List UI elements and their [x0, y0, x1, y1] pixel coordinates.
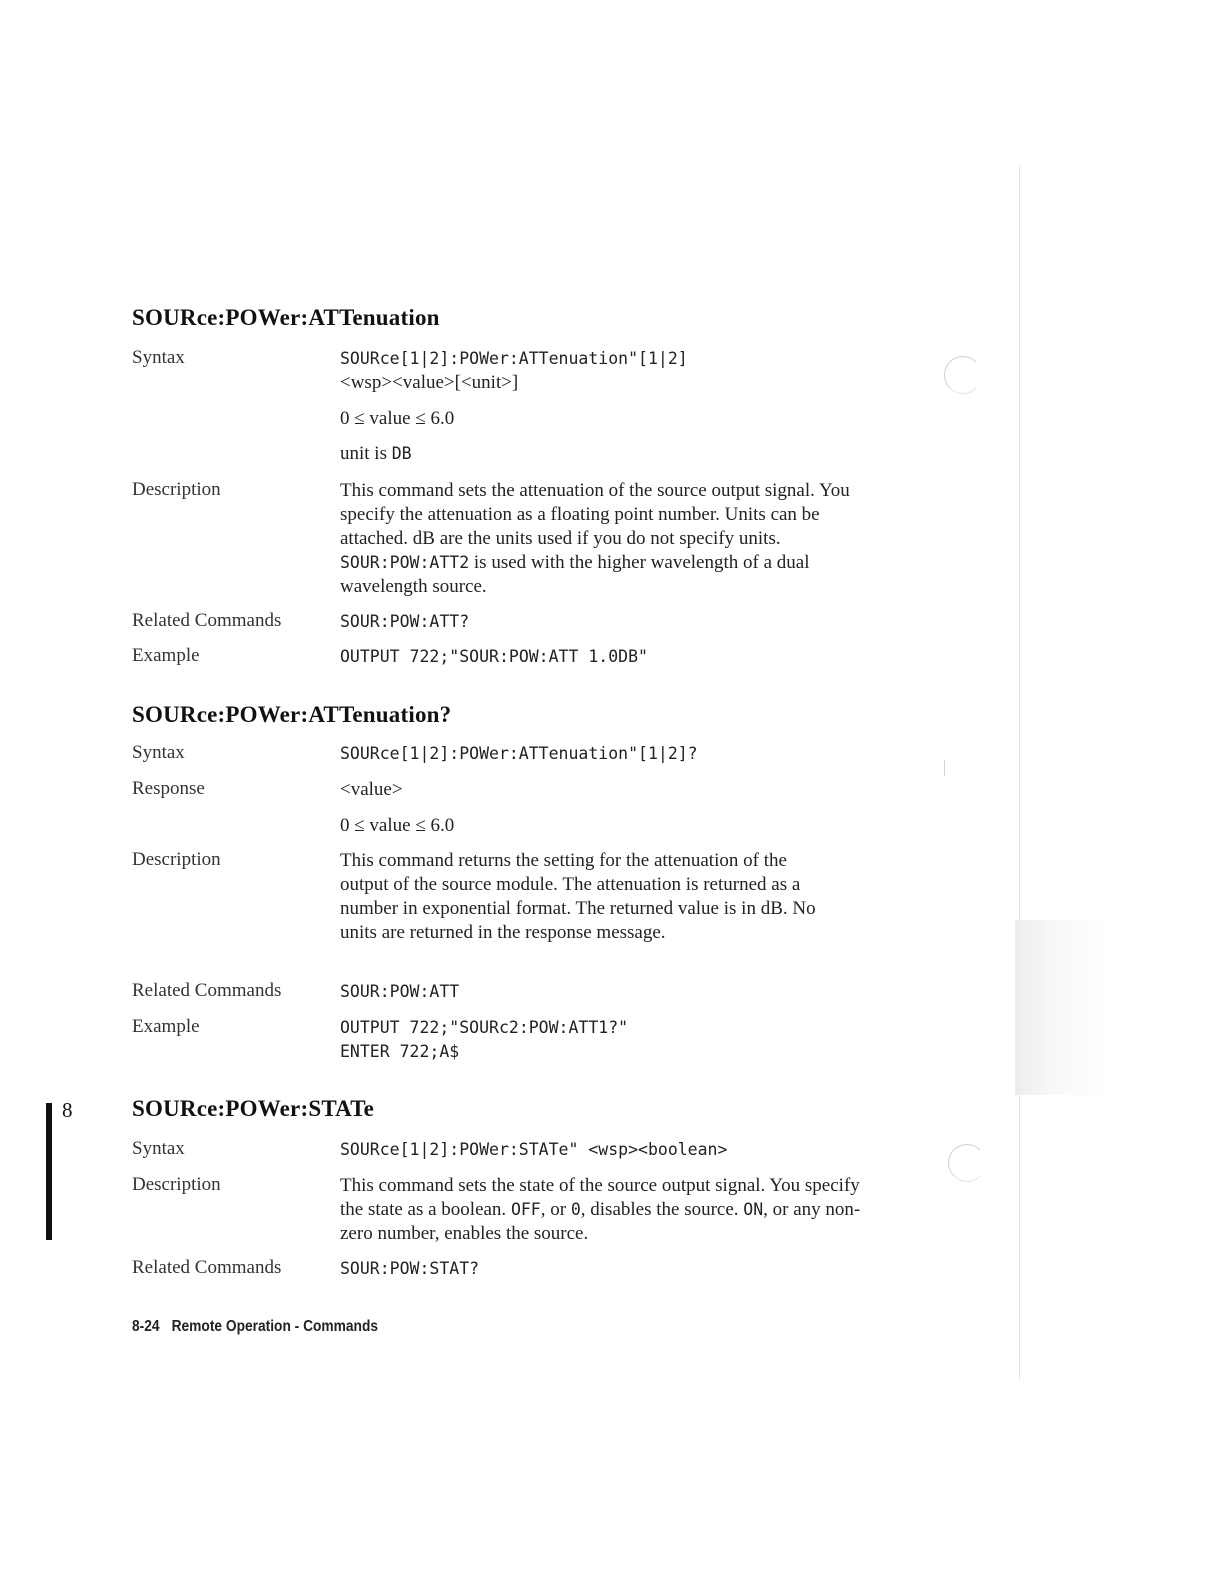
binder-hole-bottom	[948, 1144, 986, 1182]
example-line-2	[340, 1040, 900, 1064]
syntax-code: SOURce[1|2]:POWer:ATTenuation"[1|2]	[340, 349, 688, 368]
example-label: Example	[132, 645, 200, 666]
description-part-1: This command sets the attenuation of the source output signal. You specify the attenuation as a floating point number. Units can be attached. dB are the units used if you do not specify units.	[340, 480, 850, 549]
description-label: Description	[132, 479, 221, 500]
description-text: This command returns the setting for the attenuation of the output of the source module. The attenuation is returned as a number in exponential format. The returned value is in dB. No units are returned in the response message.	[340, 850, 816, 943]
description-code: SOUR:POW:ATT2	[340, 553, 470, 572]
footer-title: Remote Operation - Commands	[171, 1318, 379, 1335]
description-label: Description	[132, 849, 221, 870]
description-part-2: is used with the higher wavelength of a dual wavelength source.	[340, 552, 810, 597]
page-footer	[132, 1318, 390, 1336]
example-prefix: OUTPUT 722;	[340, 1018, 450, 1037]
example-prefix: OUTPUT 722;	[340, 647, 450, 666]
section-heading-attenuation-query: SOURce:POWer:ATTenuation?	[132, 702, 452, 727]
related-label: Related Commands	[132, 980, 282, 1001]
example-code: "SOUR:POW:ATT 1.0DB"	[449, 647, 648, 666]
description-text	[340, 1174, 885, 1246]
response-value: <value>	[340, 779, 403, 800]
description-or: , or	[540, 1199, 567, 1220]
example-code: "SOURc2:POW:ATT1?"	[449, 1018, 629, 1037]
syntax-code: SOURce[1|2]:POWer:STATe" <wsp><boolean>	[340, 1140, 728, 1159]
chapter-tab-bar	[46, 1103, 52, 1240]
page-number: 8-24	[132, 1318, 160, 1335]
example-value	[340, 1016, 900, 1064]
related-code: SOUR:POW:ATT?	[340, 612, 470, 631]
unit-value	[340, 442, 900, 466]
response-label: Response	[132, 778, 205, 799]
range-value: 0 ≤ value ≤ 6.0	[340, 815, 455, 836]
description-part-3: , or any non-zero number, enables the source.	[340, 1199, 861, 1244]
binder-hole-top	[944, 356, 982, 394]
related-value	[340, 610, 900, 634]
range-value: 0 ≤ value ≤ 6.0	[340, 408, 455, 429]
description-zero: 0	[570, 1200, 581, 1219]
related-value	[340, 1257, 900, 1281]
syntax-value	[340, 742, 900, 766]
description-on: ON	[743, 1200, 764, 1219]
example2-code: A$	[439, 1042, 460, 1061]
description-part-2: , disables the source.	[580, 1199, 739, 1220]
scan-shadow	[1015, 920, 1105, 1095]
syntax-value	[340, 347, 900, 395]
syntax-label: Syntax	[132, 347, 185, 368]
chapter-number: 8	[62, 1098, 73, 1122]
unit-code: DB	[391, 444, 412, 463]
scan-mark	[944, 760, 945, 776]
syntax-label: Syntax	[132, 742, 185, 763]
related-code: SOUR:POW:ATT	[340, 982, 460, 1001]
related-label: Related Commands	[132, 1257, 282, 1278]
example2-prefix: ENTER 722;	[340, 1042, 440, 1061]
related-value	[340, 980, 900, 1004]
description-off: OFF	[510, 1200, 541, 1219]
example-label: Example	[132, 1016, 200, 1037]
description-text	[340, 479, 888, 599]
related-label: Related Commands	[132, 610, 282, 631]
syntax-line-1	[340, 347, 900, 371]
syntax-label: Syntax	[132, 1138, 185, 1159]
example-line-1	[340, 1016, 900, 1040]
unit-prefix: unit is	[340, 443, 387, 464]
section-heading-state: SOURce:POWer:STATe	[132, 1096, 375, 1121]
related-code: SOUR:POW:STAT?	[340, 1259, 480, 1278]
description-label: Description	[132, 1174, 221, 1195]
example-value	[340, 645, 900, 669]
section-heading-attenuation: SOURce:POWer:ATTenuation	[132, 305, 440, 330]
syntax-value	[340, 1138, 900, 1162]
description-part-1: This command sets the state of the source output signal. You specify the state as a boolean.	[340, 1175, 860, 1220]
page-edge-line	[1019, 165, 1020, 1380]
syntax-code: SOURce[1|2]:POWer:ATTenuation"[1|2]?	[340, 744, 698, 763]
syntax-line-2: <wsp><value>[<unit>]	[340, 372, 519, 393]
